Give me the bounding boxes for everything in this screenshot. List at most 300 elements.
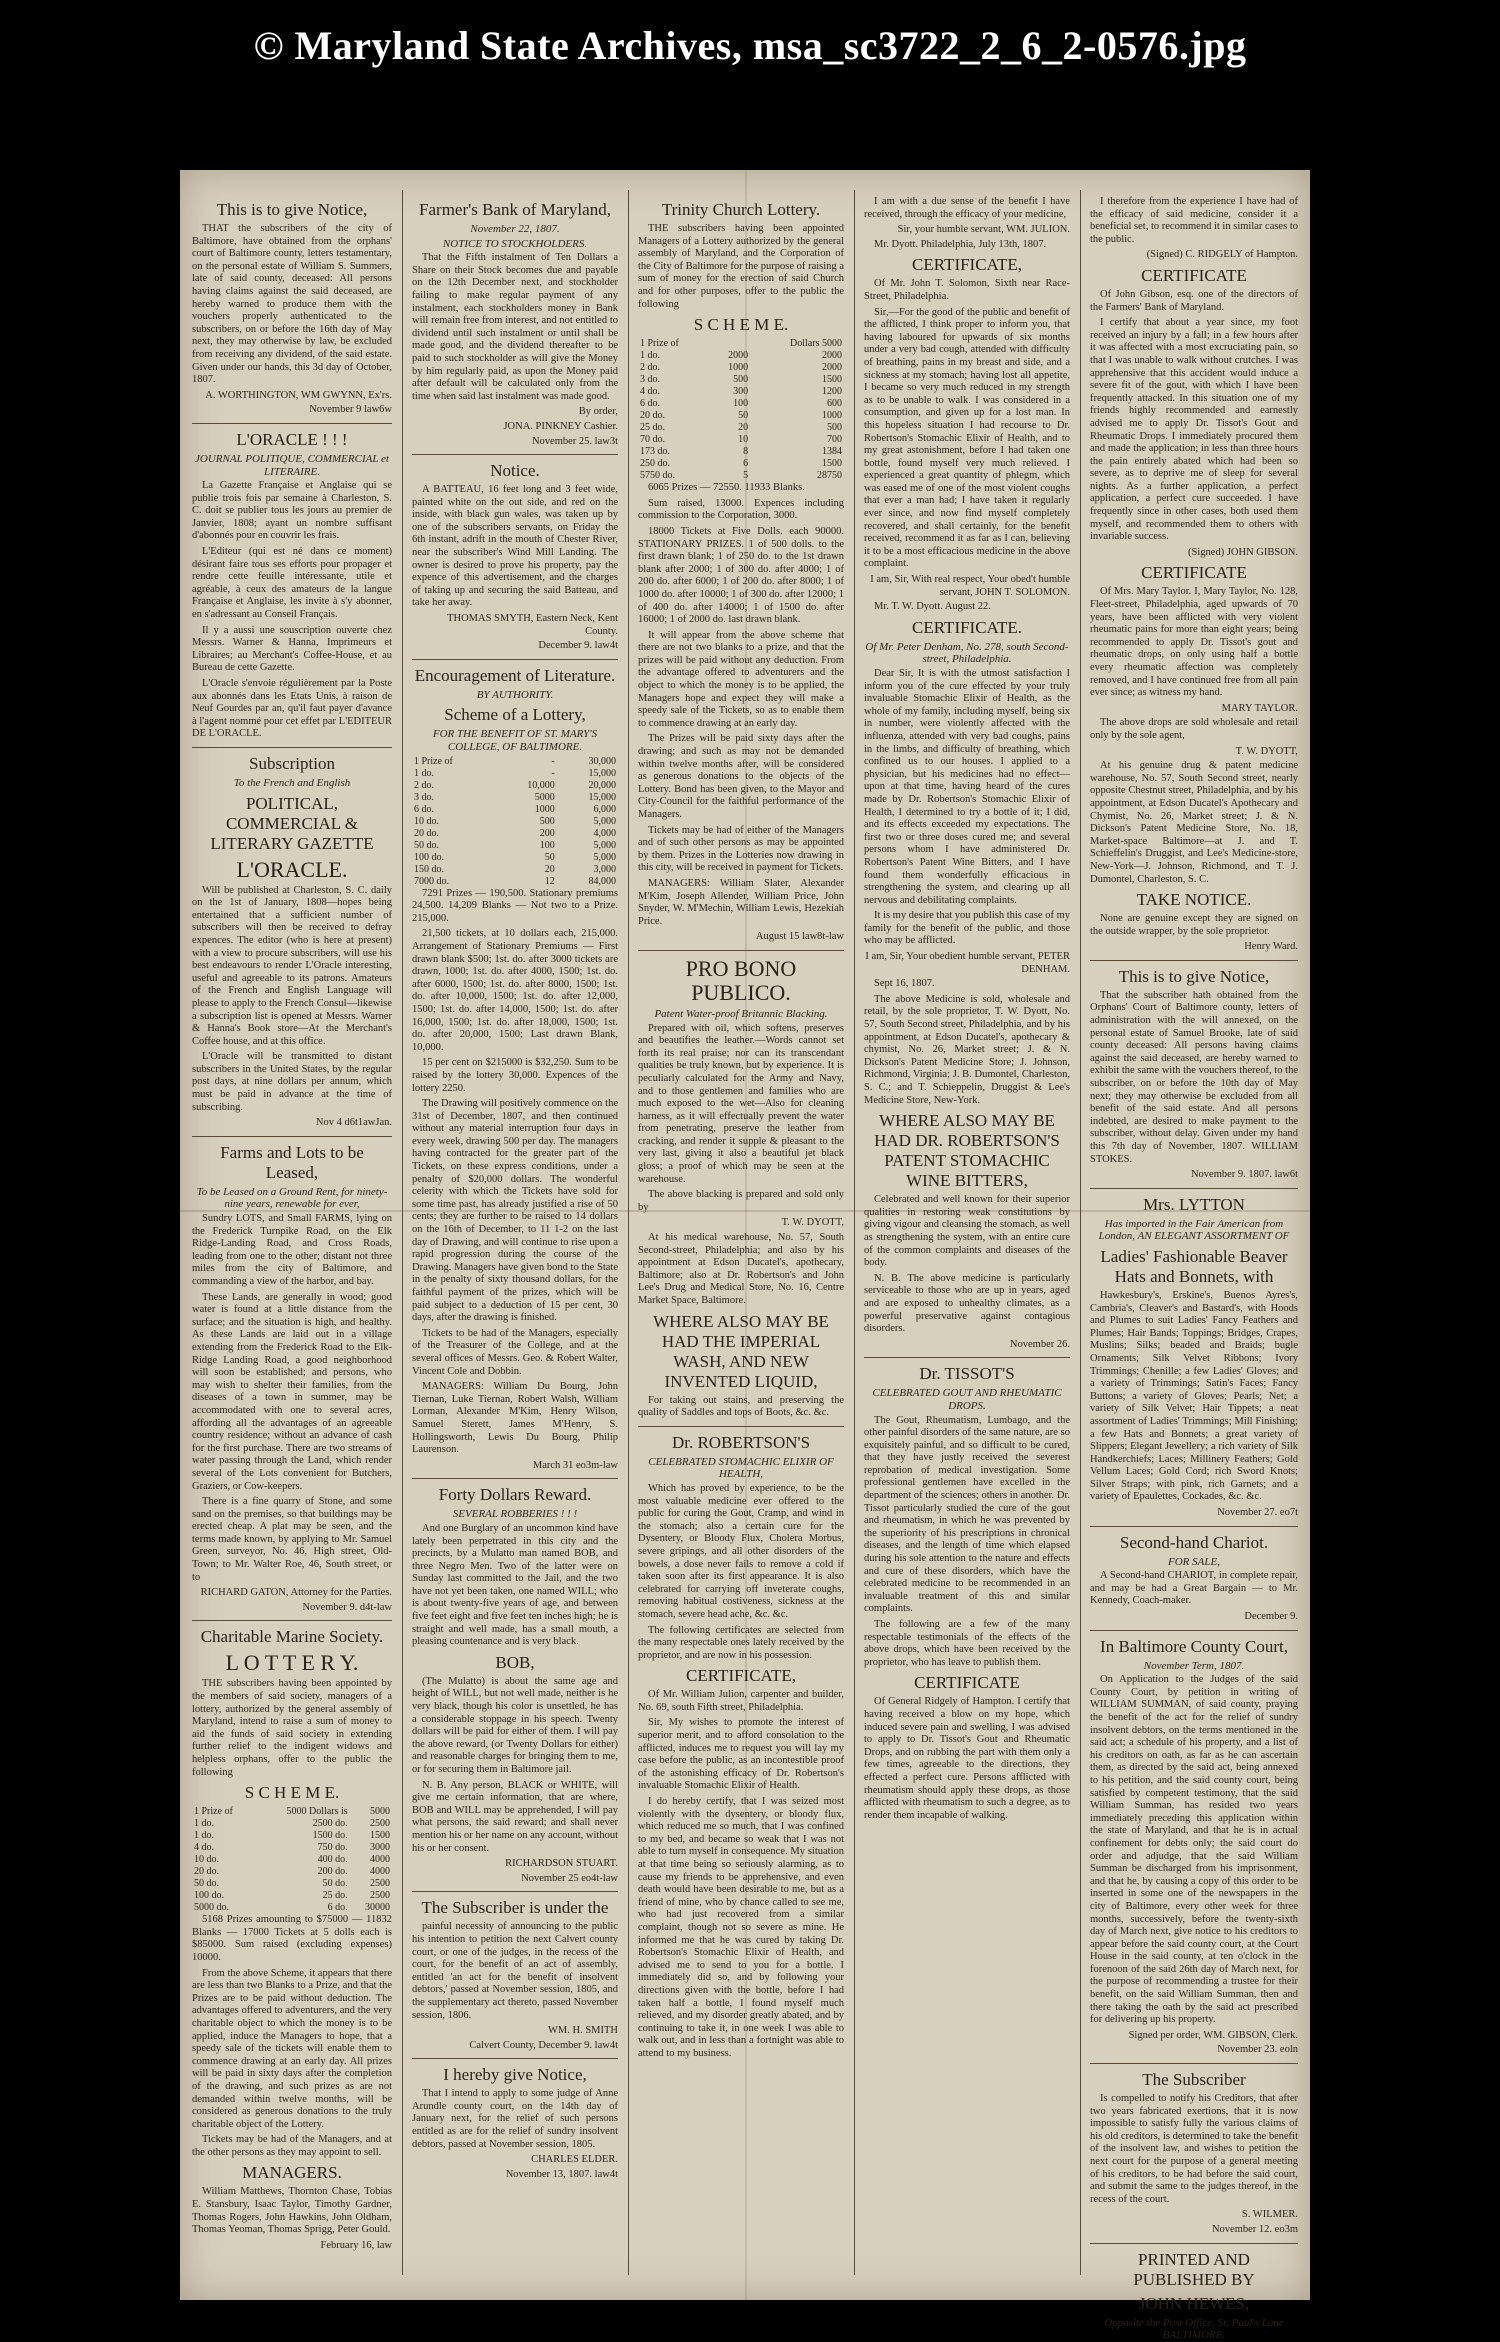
paragraph: L'Oracle s'envoie régulièrement par la Poste aux abonnés dans les Etats Unis, à raison de Neuf Gourdes par an, qu'il faut payer d'avance à l'agent nommé pour cet effet par L'EDITEUR DE L'ORACLE. [192, 678, 392, 740]
paragraph: At his medical warehouse, No. 57, South Second-street, Philadelphia; and also by his appointment at Edson Ducatel's, apothecary, Baltimore; also at Dr. Robertson's and John Lee's Drug and Medical Store, No. 16, Centre Market Space, Baltimore. [638, 1232, 844, 1306]
separator [192, 1620, 392, 1621]
scheme-row [192, 1806, 392, 1818]
headline: Subscription [249, 753, 335, 773]
paragraph: Tickets may be had of the Managers, and at the other persons as they may appoint to sell. [192, 2134, 392, 2158]
scheme-cell: 2000 [822, 362, 842, 374]
scheme-cell: 7000 do. [414, 875, 449, 887]
scheme-cell: 5,000 [593, 851, 616, 863]
signature: RICHARDSON STUART. [505, 1858, 618, 1870]
paragraph: William Matthews, Thornton Chase, Tobias E. Stansbury, Isaac Taylor, Timothy Gardner, Thomas Rogers, John Hawkins, John Oldham, Thomas Yeoman, Thomas Sprigg, Peter Gould. [192, 2186, 392, 2236]
paragraph: Tickets to be had of the Managers, especially of the Treasurer of the College, and at the several offices of Messrs. Geo. & Robert Walter, Vincent Cole and Dobbin. [412, 1327, 618, 1377]
subheading: FOR SALE, [1168, 1555, 1220, 1568]
signature: T. W. DYOTT, [781, 1217, 844, 1229]
scheme-cell: 5000 [370, 1806, 390, 1818]
scheme-row [412, 876, 618, 888]
signature: November 26. [1009, 1338, 1070, 1350]
scheme-cell: 70 do. [640, 434, 665, 446]
paragraph: The following certificates are selected from the many respectable ones lately received by the proprietor, and are now in his possession. [638, 1624, 844, 1661]
signature: WM. H. SMITH [548, 2025, 618, 2037]
scheme-cell: 1 do. [640, 350, 660, 362]
scheme-cell: 6 [743, 458, 749, 470]
paragraph: The Drawing will positively commence on the 31st of December, 1807, and then continued without any material interruption four days in every week, drawing 500 per day. The managers having contracted for the greater part of the Tickets, on these express conditions, under a penalty of $20,000 dollars. The wonderful celerity with which the Tickets have sold for some time past, has already justified a rise of 50 cents; they are further to be raised to 14 dollars on the 16th of December, to 11 1-2 on the last day of Drawing, and will continue to rise upon a rapid progression during the course of the Drawing. Managers have given bond to the State in the penalty of sixty thousand dollars, for the faithful payment of the prizes, which will be paid subject to a deduction of 15 per cent, 30 days, after the drawing is finished. [412, 1098, 618, 1324]
scheme-row [638, 434, 844, 446]
paragraph: Sir,—For the good of the public and benefit of the afflicted, I think proper to inform you, that having laboured for upwards of six months under a very bad cough, attended with difficulty of breathing, pains in my breast and side, and a sickness at my stomach; having lost all appetite, I became so very much reduced in my strength as to be unable to walk. I was considered in a consumption, and given up for a lost man. In this hopeless situation I had recourse to Dr. Robertson's Stomachic Elixir of Health, and to my great astonishment, before I had taken one bottle, found myself very much relieved. I experienced a great quantity of phlegm, which was eased me of one of the most violent coughs that ever a man had; I have taken it regularly ever since, and now find myself completely recovered, and shall certainly, for the benefit received, recommend it as far as I can, believing it to be a most efficacious medicine in the above complaint. [864, 306, 1070, 570]
signature: MARY TAYLOR. [1221, 702, 1298, 714]
scheme-cell: 2 do. [414, 779, 434, 791]
signature: Nov 4 d6t1awJan. [315, 1117, 392, 1129]
scheme-row [638, 386, 844, 398]
separator [192, 423, 392, 424]
scheme-row [638, 362, 844, 374]
paragraph: Is compelled to notify his Creditors, that after two years fabricated exertions, that it is now impossible to satisfy fully the various claims of his old creditors, is determined to take the benefit of the insolvent law, and wishes to petition the next court for the purpose of a general meeting of his creditors, to be had before the said court, and submit the same to the judges thereof, in the recess of the court. [1090, 2093, 1298, 2205]
paragraph: 5168 Prizes amounting to $75000 — 11832 Blanks — 17000 Tickets at 5 dolls each is $85000. Sum raised (excluding expenses) 10000. [192, 1914, 392, 1963]
headline: CERTIFICATE, [686, 1666, 796, 1686]
signature: March 31 eo3m-law [532, 1459, 618, 1471]
headline: CERTIFICATE, [912, 255, 1022, 275]
scheme-cell: 1 Prize of [194, 1806, 233, 1818]
paragraph: Sum raised, 13000. Expences including commission to the Corporation, 3000. [638, 497, 844, 522]
scheme-row [192, 1842, 392, 1854]
paragraph: N. B. The above medicine is particularly serviceable to those who are up in years, aged and are exposed to unhealthy climates, as a powerful preservative against contagious disorders. [864, 1272, 1070, 1335]
signature: November 23. eoln [1217, 2044, 1298, 2056]
headline: Second-hand Chariot. [1119, 1532, 1269, 1552]
scheme-cell: 50 [738, 410, 749, 422]
scheme-cell: Dollars 5000 [790, 338, 842, 350]
subheading: FOR THE BENEFIT OF ST. MARY'S COLLEGE, OF BALTIMORE. [432, 728, 598, 753]
signature: I am, Sir, Your obedient humble servant, PETER DENHAM. [865, 951, 1070, 975]
archive-banner [0, 0, 1500, 90]
scheme-row [412, 780, 618, 792]
scheme-cell: 10 do. [194, 1854, 219, 1866]
lottery-scheme-table [412, 756, 618, 888]
scheme-row [638, 410, 844, 422]
subheading: November Term, 1807. [1143, 1659, 1245, 1672]
scheme-cell: 2 do. [640, 362, 660, 374]
scheme-row [412, 768, 618, 780]
paragraph: There is a fine quarry of Stone, and some sand on the premises, so that buildings may be erected cheap. A plat may be seen, and the terms made known, by applying to Mr. Samuel Green, surveyor, No. 46, High street, Old-Town; to Mr. Walter Roe, 46, South street, or to [192, 1496, 392, 1583]
paragraph: None are genuine except they are signed on the outside wrapper, by the sole proprietor. [1090, 913, 1298, 937]
headline: Scheme of a Lottery, [444, 705, 586, 725]
signature: December 9. law4t [538, 640, 618, 652]
headline: Ladies' Fashionable Beaver Hats and Bonnets, with [1100, 1246, 1288, 1286]
headline: I hereby give Notice, [443, 2065, 587, 2085]
paragraph: 21,500 tickets, at 10 dollars each, 215,000. Arrangement of Stationary Premiums — First drawn blank $500; 1st. do. after 3000 tickets are drawn, 1000; 1st. do. after 4000, 1500; 1st. do. after 6000, 1500; 1st. do. after 8000, 1500; 1st. do. after 10,000, 1500; 1st. do. after 12,000, 1500; 1st. do. after 14,000, 1500; 1st. do. after 16,000, 1500; 1st. do. after 18,000, 1500; 1st. do. after 20,000, 1500; Last drawn Blank, 10,000. [412, 928, 618, 1053]
paragraph: La Gazette Française et Anglaise qui se publie trois fois par semaine à Charleston, S. C. doit se publier tous les jours au premier de Janvier, 1808; ayant un nombre suffisant d'abonnés pour en couvrir les frais. [192, 480, 392, 542]
scheme-cell: 400 do. [317, 1854, 348, 1866]
paragraph: Dear Sir, It is with the utmost satisfaction I inform you of the cure effected by your truly invaluable Stomachic Elixir of Health, as the whole of my family, including myself, being six in number, were violently affected with the influenza, attended with very bad coughs, pains in the limbs, and difficulty of breathing, which confined us to our houses. I applied to a physician, but his medicines had no effect—upon at that time, having heard of the cures made by Dr. Robertson's Stomachic Elixir of Health, I determined to try a bottle of it; I did, and its effects exceeded my expectations. The first two or three doses cured me; and several persons whom I have administered Dr. Robertson's Patent Wine Bitters, and I have found them wonderfully efficacious in strengthening the system, and clearing up all nervous and debilitating complaints. [864, 668, 1070, 906]
separator [1090, 2063, 1298, 2064]
scheme-row [192, 1878, 392, 1890]
scheme-cell: 3,000 [593, 863, 616, 875]
signature: (Signed) C. RIDGELY of Hampton. [1146, 249, 1298, 261]
separator [412, 659, 618, 660]
scheme-row [638, 422, 844, 434]
headline: Farmer's Bank of Maryland, [419, 200, 611, 219]
separator [1090, 960, 1298, 961]
separator [412, 2058, 618, 2059]
scheme-cell: 15,000 [588, 767, 616, 779]
scheme-row [192, 1818, 392, 1830]
separator [1090, 1526, 1298, 1527]
paragraph: I certify that about a year since, my foot received an injury by a fall; in a few hours after it was affected with a most excruciating pain, so that I was unable to walk without crutches. I was apprehensive that this accident would induce a severe fit of the gout, with which I have been frequently attacked. In this situation one of my friends highly recommended and earnestly advised me to apply Dr. Tissot's Gout and Rheumatic Drops. I immediately procured them and made the application; in less than three hours the pain entirely abated which had been so severe, as to deprive me of sleep for several nights. As a further application, a perfect application, a perfect cure succeeded. I have frequently since in other cases, both used them myself, and recommended them to others with invariable success. [1090, 317, 1298, 543]
scheme-cell: 2500 [370, 1890, 390, 1902]
headline: Farms and Lots to be Leased, [220, 1142, 364, 1182]
paragraph: For taking out stains, and preserving the quality of Saddles and tops of Boots, &c. &c. [638, 1394, 844, 1419]
column-rule [402, 190, 403, 2275]
subheading: Patent Water-proof Britannic Blacking. [654, 1007, 828, 1020]
subheading: SEVERAL ROBBERIES ! ! ! [452, 1508, 578, 1521]
paragraph: Of John Gibson, esq. one of the directors of the Farmers' Bank of Maryland. [1090, 288, 1298, 313]
lottery-scheme-table [638, 338, 844, 482]
scheme-cell: 50 do. [194, 1878, 219, 1890]
headline: Encouragement of Literature. [414, 665, 616, 685]
scheme-row [412, 816, 618, 828]
paragraph: A Second-hand CHARIOT, in complete repair, and may be had a Great Bargain — to Mr. Kennedy, Coach-maker. [1090, 1570, 1298, 1607]
signature: Sir, your humble servant, WM. JULION. [897, 224, 1070, 236]
scheme-cell: - [551, 767, 555, 779]
scheme-cell: 12 [544, 875, 555, 887]
scheme-cell: 2500 [370, 1878, 390, 1890]
headline: PRINTED AND PUBLISHED BY [1133, 2249, 1255, 2289]
column-1 [184, 196, 400, 2266]
separator [1090, 1188, 1298, 1189]
paragraph: The following are a few of the many respectable testimonials of the effects of the above drops, which have been received by the proprietor, who has leave to publish them. [864, 1619, 1070, 1668]
scheme-cell: 10 do. [414, 815, 439, 827]
headline: CERTIFICATE [914, 1673, 1020, 1693]
scheme-row [638, 446, 844, 458]
scheme-cell: 100 [733, 398, 749, 410]
headline: JOHN HEWES, [1138, 2293, 1250, 2313]
scheme-cell: 5 [743, 470, 749, 482]
scheme-row [412, 852, 618, 864]
paragraph: THE subscribers having been appointed Managers of a Lottery authorized by the general assembly of Maryland, and the Corporation of the City of Baltimore for the purpose of raising a sum of money for the erection of said Church and for other purposes, offer to the public the following [638, 223, 844, 310]
scheme-row [412, 792, 618, 804]
signature: November 25. law3t [531, 435, 618, 447]
scheme-cell: 1 do. [194, 1818, 214, 1830]
subheading: Of Mr. Peter Denham, No. 278, south Second-street, Philadelphia. [865, 640, 1069, 666]
scheme-cell: 600 [827, 398, 842, 410]
headline: Notice. [490, 461, 540, 481]
column-3 [630, 196, 852, 2266]
paragraph: That the Fifth instalment of Ten Dollars a Share on their Stock becomes due and payable on the 12th December next, and stockholder failing to make regular payment of any instalment, each stockholders money in Bank will remain free from interest, and not entitled to dividend until such instalment or until shall be made good, and the dividend thereafter to be paid to such stockholder as will give the Money by him regularly paid, as upon the Money paid after default will be calculated only from the time when said last instalment was made good. [412, 252, 618, 402]
paragraph: The above drops are sold wholesale and retail only by the sole agent, [1090, 717, 1298, 741]
paragraph: I am with a due sense of the benefit I have received, through the efficacy of your medicine, [864, 196, 1070, 220]
paragraph: Sundry LOTS, and Small FARMS, lying on the Frederick Turnpike Road, on the Elk Ridge-Landing Road, and Cross Roads, leading from one to the other; distant not three miles from the city of Baltimore, and commanding a view of the harbor, and bay. [192, 1213, 392, 1287]
headline: Forty Dollars Reward. [438, 1485, 592, 1505]
scheme-cell: 2500 do. [312, 1818, 348, 1830]
headline: CERTIFICATE. [912, 617, 1022, 637]
separator [1090, 1630, 1298, 1631]
scheme-cell: 750 do. [317, 1842, 348, 1854]
paragraph: On Application to the Judges of the said County Court, by petition in writing of WILLIAM SUMMAN, of said county, praying the benefit of the act for the relief of sundry insolvent debtors, on the terms mentioned in the said act; a schedule of his property, and a list of his creditors on oath, as far as he can ascertain them, as directed by the said act, being annexed to his petition, and the said county court, being satisfied by competent testimony, that the said William Summan, has resided two years immediately preceding this application within the state of Maryland, and that he is in actual confinement for debts only; the said court do order and adjudge, that the said William Summan be discharged from his imprisonment, and that he, by causing a copy of this order to be inserted in some one of the newspapers in the city of Baltimore, every other week for three months, successively, before the twenty-sixth day of March next, give notice to his creditors to appear before the said county court, at the Court House in the said county, at ten o'clock in the forenoon of the said 26th day of March next, for the purpose of recommending a trustee for their benefit, on the said William Summan, then and there taking the oath by the said act prescribed for delivering up his property. [1090, 1674, 1298, 2026]
scheme-cell: 15,000 [588, 791, 616, 803]
paragraph: The above Medicine is sold, wholesale and retail, by the sole proprietor, T. W. Dyott, No. 57, South Second street, Philadelphia, and by his appointment, at Edson Ducatel's, apothecary & chymist, No. 26, Market street; J. & N. Dickson's Patent Medicine Store; J. Johnson, Richmond, Virginia; J. B. Dumontel, Charleston, S. C.; and T. Schieppelin, Druggist & Lee's Medicine Store, New-York. [864, 993, 1070, 1106]
scheme-cell: 10,000 [527, 779, 555, 791]
scheme-row [638, 398, 844, 410]
paragraph: MANAGERS: William Du Bourg, John Tiernan, Luke Tiernan, Robert Walsh, William Lorman, Alexander M'Kim, Henry Wilson, Samuel Sterett, James M'Henry, S. Hollingsworth, Lewis Du Bourg, Philip Laurenson. [412, 1381, 618, 1456]
headline: Dr. TISSOT'S [919, 1364, 1015, 1384]
scheme-cell: 25 do. [322, 1890, 348, 1902]
scheme-cell: 2000 [728, 350, 749, 362]
signature: THOMAS SMYTH, Eastern Neck, Kent County. [447, 613, 618, 637]
paragraph: (The Mulatto) is about the same age and height of WILL, but not well made, neither is he very black, though his color is unsettled, he has a considerable stoppage in his speech. Twenty dollars will be paid for either of them. I will pay the above reward, (or Twenty Dollars for either) and reasonable charges for bringing them to me, or for securing them in Baltimore jail. [412, 1675, 618, 1775]
scheme-cell: 4000 [370, 1854, 390, 1866]
headline-large: L'ORACLE. [236, 856, 348, 882]
signature: November 9 law6w [309, 404, 392, 416]
scheme-row [412, 804, 618, 816]
paragraph: The Prizes will be paid sixty days after the drawing; and such as may not be demanded within twelve months after, will be considered as generous donations to the objects of the Lottery. Bond has been given, to the Mayor and City-Council for the faithful performance of the Managers. [638, 733, 844, 820]
lottery-scheme-table [192, 1806, 392, 1914]
signature: December 9. [1244, 1611, 1298, 1623]
subheading: Opposite the Post Office, St. Paul's Lane BALTIMORE. [1104, 2316, 1284, 2342]
headline: S C H E M E. [244, 1783, 340, 1803]
scheme-cell: 20 do. [414, 827, 439, 839]
scheme-row [192, 1902, 392, 1914]
signature: November 12. eo3m [1211, 2223, 1298, 2235]
scheme-cell: 20 [738, 422, 749, 434]
scheme-cell: 1 do. [414, 767, 434, 779]
paragraph: Will be published at Charleston, S. C. daily on the 1st of January, 1808—hopes being entertained that a sufficient number of subscribers will then be received to defray expences. The editor (who is here at present) with a view to procure subscribers, will use his best endeavours to render L'Oracle interesting, useful and agreeable to its patrons. Amateurs of the French and English Language will please to apply to the French Consul—likewise a subscription list is opened at Messrs. Warner & Hanna's Book store—At the Merchant's Coffee house, and at this office. [192, 884, 392, 1047]
paragraph: Of General Ridgely of Hampton. I certify that having received a blow on my hope, which induced severe pain and swelling, I was advised to apply to Dr. Tissot's Gout and Rheumatic Drops, and on rubbing the part with them only a few times, agreeable to the directions, they effected a perfect cure. Persons afflicted with rheumatism should apply these drops, as those afflicted with rheumatism to such a degree, as to render them incapable of walking. [864, 1696, 1070, 1821]
subheading: BY AUTHORITY. [476, 688, 554, 701]
scheme-cell: 4 do. [194, 1842, 214, 1854]
signature: By order, [578, 406, 618, 418]
headline: In Baltimore County Court, [1100, 1636, 1288, 1656]
column-2 [404, 196, 626, 2266]
scheme-cell: 150 do. [414, 863, 444, 875]
paragraph: I do hereby certify, that I was seized most violently with the dysentery, or bloody flux, which reduced me so much, that I was confined to my bed, and became so weak that I was not able to turn myself in consequence. My situation at that time being so seriously alarming, as to cause my friends to be apprehensive, and even death would have been desirable to me, but as a friend of mine, who by chance called to see me, who had just recovered from a similar complaint, though not so severe as mine. He informed me that he was cured by taking Dr. Robertson's Stomachic Elixir of Health, and advised me to send to you for a bottle. I immediately did so, and by following your directions given with the bottle, before I had taken half a bottle, I found myself much relieved, and my disorder greatly abated, and by continuing to take it, in one week I was able to walk out, and in less than a fortnight was able to attend to my business. [638, 1796, 844, 2059]
headline: MANAGERS. [242, 2163, 342, 2183]
scheme-cell: 6 do. [414, 803, 434, 815]
scheme-cell: 2500 [370, 1818, 390, 1830]
subheading: CELEBRATED GOUT AND RHEUMATIC DROPS. [872, 1387, 1062, 1412]
signature: T. W. DYOTT, [1235, 745, 1298, 757]
paragraph: Of Mr. William Julion, carpenter and builder, No. 69, south Fifth street, Philadelphia. [638, 1689, 844, 1713]
scheme-cell: 100 do. [194, 1890, 224, 1902]
scheme-cell: 6 do. [327, 1902, 348, 1914]
scheme-cell: 500 [827, 422, 842, 434]
signature: November 27. eo7t [1217, 1507, 1298, 1519]
newspaper-page [180, 170, 1310, 2342]
paragraph: THAT the subscribers of the city of Baltimore, have obtained from the orphans' court of Baltimore county, letters testamentary, on the personal estate of William S. Summers, late of said county, deceased: All persons having claims against the said deceased, are hereby warned to produce them with the vouchers properly authenticated to the subscribers, on or before the 16th day of May next, they may otherwise by law, be excluded from receiving any dividend, of the said estate. Given under our hands, this 3d day of October, 1807. [192, 223, 392, 386]
scheme-cell: 1500 do. [312, 1830, 348, 1842]
scheme-row [412, 756, 618, 768]
paragraph: Prepared with oil, which softens, preserves and beautifies the leather.—Words cannot set forth its real praise; nor can its transcendant qualities be truly known, but by experience. It is peculiarly calculated for the Army and Navy, and to those gentlemen and families who are much exposed to the wet—Also for cleaning harness, as it will effectually prevent the water from penetrating, preserve the leather from cracking, and render it supple & pleasant to the very last, giving it also a beautiful jet black gloss; a proof of which may be seen at the warehouse. [638, 1022, 844, 1185]
scheme-cell: 1500 [822, 374, 842, 386]
paragraph: Which has proved by experience, to be the most valuable medicine ever offered to the public for curing the Gout, Cramp, and wind in the stomach; also a certain cure for the Dysentery, or Bloody Flux, Cholera Morbus, severe gripings, and all other disorders of the bowels, a dose never fails to remove a cold if taken soon after its first appearance. It is also celebrated for carrying off inveterate coughs, removing habitual costiveness, sickness at the stomach, severe head ache, &c. &c. [638, 1482, 844, 1620]
headline: TAKE NOTICE. [1136, 890, 1252, 910]
paragraph: 18000 Tickets at Five Dolls. each 90000. STATIONARY PRIZES. 1 of 500 dolls. to the first drawn blank; 1 of 250 do. to the 1st drawn blank after 2000; 1 of 300 do. after 4000; 1 of 200 do. after 6000; 1 of 200 do. after 8000; 1 of 1000 do. after 10000; 1 of 300 do. after 12000; 1 of 400 do. after 14000; 1 of 1500 do. after 16000; 1 of 2000 do. last drawn blank. [638, 525, 844, 626]
separator [1090, 2243, 1298, 2244]
scheme-row [638, 350, 844, 362]
scheme-row [638, 374, 844, 386]
scheme-cell: 5000 [534, 791, 555, 803]
paragraph: The Gout, Rheumatism, Lumbago, and the other painful disorders of the same nature, are so exquisitely painful, and so difficult to be cured, that they have justly received the severest reprobation of medical investigation. Some professional gentlemen have excelled in the department of the sciences; others in another. Dr. Tissot particularly studied the cure of the gout and rheumatism, in which he was prevented by the superiority of his prescriptions in chronical diseases, and the length of time which elapsed during his sole attention to the nature and effects and cure of these disorders, which have the celebrated medicine to be recommended in an invaluable treatment of this and similar complaints. [864, 1414, 1070, 1615]
scheme-cell: 20 do. [640, 410, 665, 422]
column-5 [1082, 196, 1306, 2342]
scheme-cell: 8 [743, 446, 749, 458]
paragraph: Hawkesbury's, Erskine's, Buenos Ayres's, Cambria's, Cleaver's and Bastard's, with Hoods and Plumes to suit Ladies' Fancy Feathers and Plumes; Hair Bands; Toppings; Bridges, Crapes, Muslins; Silks; beaded and Braids; bugle Ornaments; Silk Velvet Ribbons; Ivory Trimmings; Chenille; a few Ladies' Gloves; and a variety of Trimmings; Satin's Faces; Fancy Buttons; a variety of Gloves; Pearls; Net; a variety of Silk Velvet; Hair Tippets; a neat assortment of Ladies' Trimmings; Mill Finishing; a few Hats and Bonnets; a great variety of Slippers; Elegant Jewellery; a rich variety of Silk Handkerchiefs; Laces; Millinery Feathers; Gold Vellum Laces; Gold Cord; rich Sword Knots; Silver Straps; with pink, rich Garnets; and a variety of Epaulettes, Cockades, &c. &c. [1090, 1289, 1298, 1503]
scheme-cell: 30000 [365, 1902, 390, 1914]
scheme-cell: 5,000 [593, 815, 616, 827]
scheme-cell: 4000 [370, 1866, 390, 1878]
separator [192, 1136, 392, 1137]
scheme-cell: 500 [733, 374, 749, 386]
column-rule [1080, 190, 1081, 2275]
signature: (Signed) JOHN GIBSON. [1188, 546, 1298, 558]
headline: The Subscriber is under the [421, 1898, 609, 1918]
paragraph: 6065 Prizes — 72550. 11933 Blanks. [648, 482, 805, 494]
scheme-cell: 20 [544, 863, 555, 875]
scheme-cell: 1500 [370, 1830, 390, 1842]
scheme-row [412, 864, 618, 876]
signature: Henry Ward. [1244, 941, 1298, 953]
scheme-cell: 3000 [370, 1842, 390, 1854]
signature: November 9. 1807. law6t [1190, 1169, 1298, 1181]
paragraph: L'Oracle will be transmitted to distant subscribers in the United States, by the regular post days, at nine dollars per annum, which must be paid in advance at the time of subscribing. [192, 1051, 392, 1113]
separator [864, 1357, 1070, 1358]
paragraph: painful necessity of announcing to the public his intention to petition the next Calvert county court, or one of the judges, in the recess of the court, for the benefit of an act of assembly, entitled 'an act for the benefit of insolvent debtors,' passed at November session, 1805, and the supplementary act thereto, passed November session, 1806. [412, 1921, 618, 2021]
scheme-cell: 500 [539, 815, 555, 827]
headline: L'ORACLE ! ! ! [236, 429, 348, 449]
scheme-row [412, 840, 618, 852]
paragraph: MANAGERS: William Slater, Alexander M'Kim, Joseph Allender, William Price, John Snyder, W. M'Mechin, William Lewis, Hezekiah Price. [638, 877, 844, 927]
scheme-cell: 1 Prize of [640, 338, 679, 350]
headline: Mrs. LYTTON [1143, 1194, 1245, 1214]
paragraph: That the subscriber hath obtained from the Orphans' Court of Baltimore county, letters of administration with the will annexed, on the personal estate of Samuel Brooke, late of said county deceased: All persons having claims against the said deceased, are hereby warned to exhibit the same with the vouchers thereof, to the subscriber, on or before the 10th day of May next; they may otherwise be excluded from all benefit of the said estate. And all persons indebted, are desired to make payment to the subscriber, without delay. Given under my hand this 7th day of November, 1807. WILLIAM STOKES. [1090, 989, 1298, 1165]
signature: August 15 law8t-law [755, 931, 844, 943]
scheme-row [412, 828, 618, 840]
column-4 [856, 196, 1078, 2266]
signature: February 16, law [320, 2239, 392, 2251]
scheme-cell: 50 [544, 851, 555, 863]
subheading: CELEBRATED STOMACHIC ELIXIR OF HEALTH, [648, 1455, 834, 1481]
paragraph: At his genuine drug & patent medicine warehouse, No. 57, South Second street, nearly opposite Chestnut street, Philadelphia, and by his appointment, at Edson Ducatel's Apothecary and Chymist, No. 26, Market street; J. & N. Dickson's Patent Medicine Store, No. 18, Market-space Baltimore—at J. and T. Schieffelin's Druggist, and Lee's Medicine-store, New-York—J. Johnson, Richmond, and T. J. Dumontel, Charleston, S. C. [1090, 760, 1298, 885]
paragraph: Mr. T. W. Dyott. August 22. [874, 601, 991, 613]
signature: November 13, 1807. law4t [505, 2168, 618, 2180]
paragraph: Tickets may be had of either of the Managers and of such other persons as may be appointed by them. Prizes in the Lotteries now drawing in this city, will be received in payment for Tickets. [638, 824, 844, 874]
separator [192, 747, 392, 748]
headline: Charitable Marine Society. [200, 1627, 384, 1647]
paragraph: The above blacking is prepared and sold only by [638, 1189, 844, 1213]
headline: This is to give Notice, [216, 200, 368, 219]
separator [412, 1891, 618, 1892]
paragraph: That I intend to apply to some judge of Anne Arundle county court, on the 14th day of January next, for the relief of such persons entitled as are for the relief of sundry insolvent debtors, passed at November session, 1805. [412, 2088, 618, 2150]
scheme-cell: 50 do. [414, 839, 439, 851]
scheme-cell: 1000 [822, 410, 842, 422]
headline: Trinity Church Lottery. [661, 200, 821, 219]
scheme-cell: 200 do. [317, 1866, 348, 1878]
scheme-cell: 50 do. [322, 1878, 348, 1890]
column-rule [854, 190, 855, 2275]
scheme-row [192, 1854, 392, 1866]
paragraph: Sept 16, 1807. [874, 978, 935, 990]
scheme-cell: 173 do. [640, 446, 670, 458]
scheme-cell: 6,000 [593, 803, 616, 815]
scheme-cell: 100 [539, 839, 555, 851]
paragraph: L'Editeur (qui est né dans ce moment) désirant faire tous ses efforts pour propager et rendre cette feuille intéressante, utile et agréable, à ceux des amateurs de la langue Française et Anglaise, les invite à s'y abonner, en s'adressant au Conseil Français. [192, 546, 392, 621]
headline: This is to give Notice, [1118, 966, 1270, 986]
signature: S. WILMER. [1241, 2209, 1298, 2221]
scheme-cell: 10 [738, 434, 749, 446]
subheading: To the French and English [233, 776, 351, 789]
scheme-cell: 30,000 [588, 755, 616, 767]
scheme-cell: 6 do. [640, 398, 660, 410]
signature: November 25 eo4t-law [521, 1872, 618, 1884]
scheme-cell: 5000 do. [194, 1902, 229, 1914]
signature: RICHARD GATON, Attorney for the Parties. [200, 1587, 392, 1599]
scheme-cell: 700 [827, 434, 842, 446]
signature: CHARLES ELDER. [531, 2154, 618, 2166]
scheme-cell: 1000 [728, 362, 749, 374]
scheme-cell: 25 do. [640, 422, 665, 434]
scheme-cell [710, 338, 750, 350]
paragraph: From the above Scheme, it appears that there are less than two Blanks to a Prize, and that the Prizes are to be paid without deduction. The advantages offered to adventurers, and the very charitable object to which the money is to be applied, induce the Managers to hope, that a speedy sale of the tickets will enable them to commence drawing at an early day. All prizes will be paid in sixty days after the completion of the drawing, and such prizes as are not demanded within twelve months, will be considered as generous donations to the truly charitable object of the Lottery. [192, 1967, 392, 2130]
subheading: NOTICE TO STOCKHOLDERS. [442, 237, 588, 250]
signature: I am, Sir, With real respect, Your obed't humble servant, JOHN T. SOLOMON. [870, 574, 1070, 598]
paragraph: 7291 Prizes — 190,500. Stationary premiums 24,500. 14,209 Blanks — Not two to a Prize. 215,000. [412, 887, 618, 924]
scheme-cell: 4,000 [593, 827, 616, 839]
paragraph: These Lands, are generally in wood; good water is found at a little distance from the surface; and the situation is high, and healthy. As these Lands are laid out in a village extending from the Frederick Road to the Elk-Ridge Landing Road, a good neighborhood will soon be established; and persons, who may wish to shelter their families, from the diseases of a town in summer, may be accommodated with one to several acres, affording all the advantages of an agreeable country residence; without an advance of cash for the first purchase. There are two streams of water passing through the Land, which render several of the Lots convenient for Butchers, Graziers, or Cow-keepers. [192, 1291, 392, 1492]
scheme-cell: 20 do. [194, 1866, 219, 1878]
separator [412, 1478, 618, 1479]
headline: POLITICAL, COMMERCIAL & LITERARY GAZETTE [210, 793, 374, 853]
subheading: To be Leased on a Ground Rent, for ninety-nine years, renewable for ever, [196, 1185, 388, 1211]
scheme-cell: 1200 [822, 386, 842, 398]
paragraph: Of Mr. John T. Solomon, Sixth near Race-Street, Philadelphia. [864, 278, 1070, 302]
scheme-row [638, 338, 844, 350]
paragraph: It is my desire that you publish this case of my family for the benefit of the public, and those who may be afflicted. [864, 910, 1070, 947]
headline: S C H E M E. [693, 315, 789, 335]
subheading: JOURNAL POLITIQUE, COMMERCIAL et LITERAIRE. [195, 452, 389, 478]
scheme-row [638, 458, 844, 470]
separator [638, 950, 844, 951]
scheme-cell: 250 do. [640, 458, 670, 470]
separator [638, 1426, 844, 1427]
paragraph: Celebrated and well known for their superior qualities in restoring weak constitutions by giving vigour and cleansing the stomach, as well as strengthening the system, with an entire cure of the common complaints and diseases of the body. [864, 1194, 1070, 1269]
paragraph: Il y a aussi une souscription ouverte chez Messrs. Warner & Hanna, Imprimeurs et Libraires; au Merchant's Coffee-House, et au Bureau de cette Gazette. [192, 624, 392, 674]
headline: WHERE ALSO MAY BE HAD DR. ROBERTSON'S PATENT STOMACHIC WINE BITTERS, [874, 1111, 1060, 1191]
subheading: Has imported in the Fair American from London, AN ELEGANT ASSORTMENT OF [1098, 1217, 1290, 1243]
signature: November 9. d4t-law [302, 1601, 392, 1613]
paragraph: 15 per cent on $215000 is $32,250. Sum to be raised by the lottery 30,000. Expences of the lottery 2250. [412, 1057, 618, 1094]
headline: The Subscriber [1142, 2070, 1246, 2090]
paragraph: I therefore from the experience I have had of the efficacy of said medicine, consider it a beneficial set, to recommend it in similar cases to the public. [1090, 196, 1298, 245]
signature: JONA. PINKNEY Cashier. [503, 420, 618, 432]
scheme-cell: 1384 [822, 446, 842, 458]
paragraph: And one Burglary of an uncommon kind have lately been perpetrated in this city and the precincts, by a Mulatto man named BOB, and three Negro Men. Two of the latter were on Sunday last committed to the Jail, and the two have not yet been taken, one named WILL; who is about twenty-five years of age, and between five feet eight and five feet ten inches high; he is straight and well made, has a small mouth, a pleasing countenance and is very black. [412, 1522, 618, 1648]
headline-large: PRO BONO PUBLICO. [685, 955, 797, 1005]
paragraph: Sir, My wishes to promote the interest of superior merit, and to afford consolation to the afflicted, induces me to request you will lay my case before the public, as an incontestible proof of the astonishing efficacy of Dr. Robertson's invaluable Stomachic Elixir of Health. [638, 1717, 844, 1792]
scheme-row [192, 1866, 392, 1878]
scheme-row [638, 470, 844, 482]
scheme-cell: 300 [733, 386, 749, 398]
signature: Calvert County, December 9. law4t [469, 2039, 618, 2051]
scheme-cell: 3 do. [640, 374, 660, 386]
scheme-cell: 1500 [822, 458, 842, 470]
scheme-row [192, 1830, 392, 1842]
headline: BOB, [495, 1652, 535, 1672]
scheme-cell: 5,000 [593, 839, 616, 851]
paragraph: N. B. Any person, BLACK or WHITE, will give me certain information, that are where, BOB and WILL may be apprehended, I will pay what persons, the said reward; and shall never mention his or her name on any account, without his or her consent. [412, 1779, 618, 1854]
separator [412, 454, 618, 455]
headline-large: L O T T E R Y. [225, 1650, 359, 1676]
paragraph: A BATTEAU, 16 feet long and 3 feet wide, painted white on the out side, and red on the inside, with black gun wales, was taken up by one of the subscribers servants, on Friday the 6th instant, adrift in the mouth of Chester River, near the subscriber's Wind Mill Landing. The owner is desired to prove his property, pay the expence of this advertisement, and the charges of taking up and securing the said Batteau, and take her away. [412, 484, 618, 609]
archive-watermark: © Maryland State Archives, msa_sc3722_2_6_2-0576.jpg [253, 23, 1247, 68]
signature: A. WORTHINGTON, WM GWYNN, Ex'rs. [205, 389, 392, 401]
signature: Signed per order, WM. GIBSON, Clerk. [1128, 2029, 1298, 2041]
subheading: November 22, 1807. [470, 223, 560, 235]
